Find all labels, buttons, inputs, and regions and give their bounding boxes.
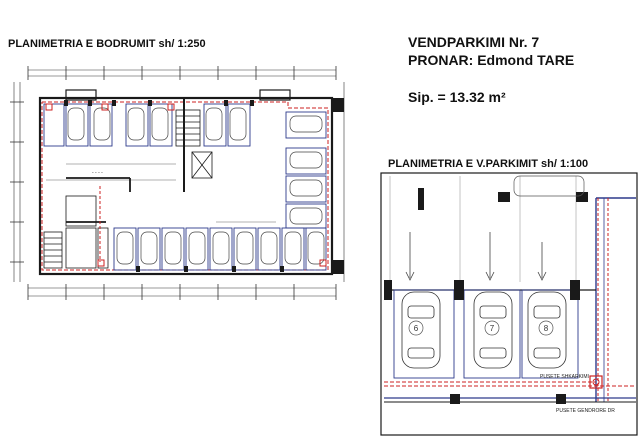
drain-label: PUSETE SHKARKIMI bbox=[540, 374, 589, 380]
detail-grid-lines bbox=[390, 176, 576, 282]
detail-car-top bbox=[514, 176, 584, 196]
aisle-note: - - - - bbox=[92, 170, 103, 176]
basement-plan-title: PLANIMETRIA E BODRUMIT sh/ 1:250 bbox=[8, 38, 206, 50]
dimension-ticks bbox=[10, 66, 336, 300]
right-parked-cars bbox=[290, 116, 322, 224]
detail-upper-elements bbox=[418, 188, 588, 210]
top-parked-cars bbox=[68, 108, 246, 140]
corner-column-bottom bbox=[332, 260, 344, 274]
owner-title: PRONAR: Edmond TARE bbox=[408, 52, 575, 68]
space-number-6: 6 bbox=[413, 324, 419, 333]
parking-plan-title: PLANIMETRIA E V.PARKIMIT sh/ 1:100 bbox=[388, 158, 589, 170]
bottom-dimension-lines bbox=[28, 288, 336, 296]
basement-floor-plan bbox=[6, 52, 350, 316]
left-service-rooms bbox=[44, 196, 108, 268]
parking-detail-plan bbox=[380, 172, 638, 436]
driving-aisle bbox=[46, 164, 276, 222]
top-dimension-lines bbox=[28, 70, 336, 76]
bottom-parked-cars bbox=[117, 232, 324, 264]
area-label: Sip. = 13.32 m² bbox=[408, 89, 506, 105]
partition-walls bbox=[66, 178, 130, 222]
space-number-8: 8 bbox=[543, 324, 549, 333]
central-drain-label: PUSETE GENDRORE DR bbox=[556, 408, 615, 414]
detail-arrows bbox=[406, 232, 546, 280]
corner-column-top bbox=[332, 98, 344, 112]
detail-boundary-wall bbox=[596, 198, 636, 402]
space-number-7: 7 bbox=[489, 324, 495, 333]
parking-number-title: VENDPARKIMI Nr. 7 bbox=[408, 34, 540, 50]
